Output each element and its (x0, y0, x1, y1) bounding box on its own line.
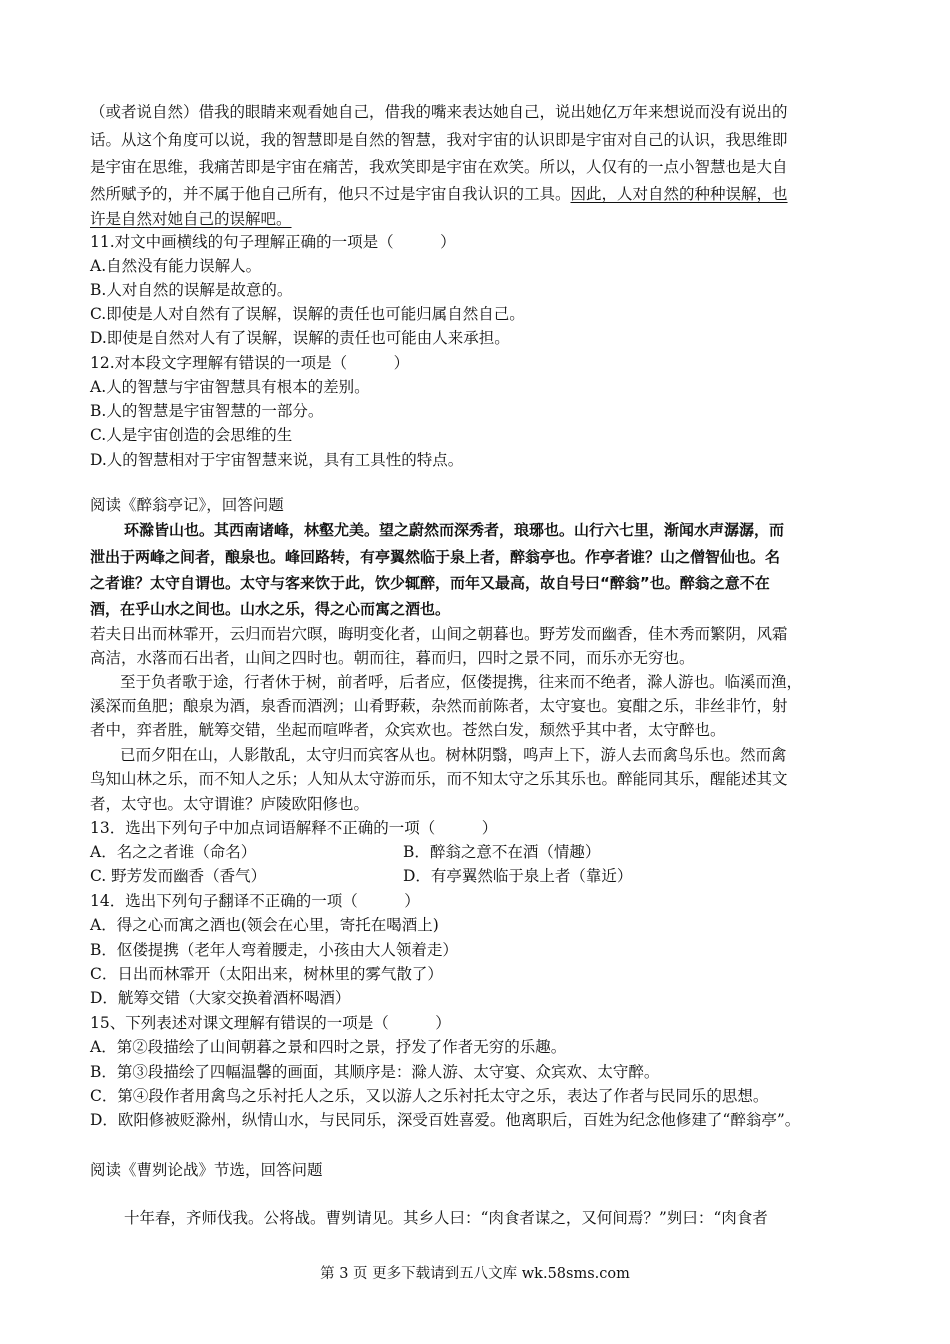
q11-option-d: D.即使是自然对人有了误解，误解的责任也可能由人来承担。 (90, 329, 510, 347)
q13-row-2 (90, 864, 870, 888)
q12-option-d: D.人的智慧相对于宇宙智慧来说，具有工具性的特点。 (90, 451, 464, 469)
q12-stem: 12.对本段文字理解有错误的一项是（ ） (90, 354, 410, 372)
zuiweng-p4-line-2: 鸟知山林之乐，而不知人之乐；人知从太守游而乐，而不知太守之乐其乐也。醉能同其乐，醒能述其文 (90, 770, 788, 788)
zuiweng-p2-line-1: 若夫日出而林霏开，云归而岩穴暝，晦明变化者，山间之朝暮也。野芳发而幽香，佳木秀而繁阴，风霜 (90, 625, 788, 643)
passage1-line-4-plain: 然所赋予的，并不属于他自己所有，他只不过是宇宙自我认识的工具。 (90, 185, 571, 203)
q15-option-c: C．第④段作者用禽鸟之乐衬托人之乐，又以游人之乐衬托太守之乐，表达了作者与民同乐的思想。 (90, 1087, 769, 1105)
q14-option-d: D．觥筹交错（大家交换着酒杯喝酒） (90, 989, 351, 1007)
passage1-line-2: 话。从这个角度可以说，我的智慧即是自然的智慧，我对宇宙的认识即是宇宙对自己的认识，我思维即 (90, 131, 788, 149)
section-heading-caogui: 阅读《曹刿论战》节选，回答问题 (90, 1161, 323, 1179)
q11-stem: 11.对文中画横线的句子理解正确的一项是（ ） (90, 233, 456, 251)
q14-option-c: C．日出而林霏开（太阳出来，树林里的雾气散了） (90, 965, 443, 983)
passage1-line-5 (90, 207, 870, 231)
q14-option-b: B．伛偻提携（老年人弯着腰走，小孩由大人领着走） (90, 941, 458, 959)
zuiweng-p4-line-3: 者，太守也。太守谓谁？庐陵欧阳修也。 (90, 795, 370, 813)
page-footer: 第 3 页 更多下载请到五八文库 wk.58sms.com (320, 1266, 630, 1282)
q13-option-b: B．醉翁之意不在酒（情趣） (403, 843, 601, 861)
zuiweng-p1-line-4: 酒，在乎山水之间也。山水之乐，得之心而寓之酒也。 (90, 600, 451, 618)
underlined-sentence-part1: 因此，人对自然的种种误解，也 (570, 185, 788, 203)
zuiweng-p2-line-2: 高洁，水落而石出者，山间之四时也。朝而往，暮而归，四时之景不同，而乐亦无穷也。 (90, 649, 695, 667)
zuiweng-p3-line-1: 至于负者歌于途，行者休于树，前者呼，后者应，伛偻提携，往来而不绝者，滁人游也。临溪而渔， (120, 673, 803, 691)
section-heading-zuiweng: 阅读《醉翁亭记》，回答问题 (90, 496, 284, 514)
zuiweng-p1-line-1: 环滁皆山也。其西南诸峰，林壑尤美。望之蔚然而深秀者，琅琊也。山行六七里，渐闻水声潺潺，而 (124, 521, 785, 539)
q11-option-b: B.人对自然的误解是故意的。 (90, 281, 293, 299)
zuiweng-p1-line-2: 泄出于两峰之间者，酿泉也。峰回路转，有亭翼然临于泉上者，醉翁亭也。作亭者谁？山之僧智仙也。名 (90, 548, 781, 566)
zuiweng-p4-line-1: 已而夕阳在山，人影散乱，太守归而宾客从也。树林阴翳，鸣声上下，游人去而禽鸟乐也。然而禽 (120, 746, 787, 764)
zuiweng-p1-line-3: 之者谁？太守自谓也。太守与客来饮于此，饮少辄醉，而年又最高，故自号曰“醉翁”也。醉翁之意不在 (90, 574, 770, 592)
q15-option-a: A．第②段描绘了山间朝暮之景和四时之景，抒发了作者无穷的乐趣。 (90, 1038, 567, 1056)
q11-option-a: A.自然没有能力误解人。 (90, 257, 262, 275)
q15-option-b: B．第③段描绘了四幅温馨的画面，其顺序是：滁人游、太守宴、众宾欢、太守醉。 (90, 1063, 660, 1081)
q13-stem: 13．选出下列句子中加点词语解释不正确的一项（ ） (90, 819, 498, 837)
caogui-line-1: 十年春，齐师伐我。公将战。曹刿请见。其乡人曰：“肉食者谋之，又何间焉？”刿曰：“肉食者 (124, 1209, 768, 1227)
zuiweng-p3-line-3: 者中，弈者胜，觥筹交错，坐起而喧哗者，众宾欢也。苍然白发，颓然乎其中者，太守醉也。 (90, 721, 726, 739)
passage1-line-3: 是宇宙在思维，我痛苦即是宇宙在痛苦，我欢笑即是宇宙在欢笑。所以，人仅有的一点小智慧也是大自 (90, 158, 788, 176)
q12-option-a: A.人的智慧与宇宙智慧具有根本的差别。 (90, 378, 370, 396)
passage1-line-1: （或者说自然）借我的眼睛来观看她自己，借我的嘴来表达她自己，说出她亿万年来想说而没有说出的 (90, 103, 788, 121)
q14-stem: 14．选出下列句子翻译不正确的一项（ ） (90, 892, 420, 910)
q12-option-c: C.人是宇宙创造的会思维的生 (90, 426, 293, 444)
q13-row-1 (90, 840, 870, 864)
q15-option-d: D．欧阳修被贬滁州，纵情山水，与民同乐，深受百姓喜爱。他离职后，百姓为纪念他修建了“醉翁亭”。 (90, 1111, 801, 1129)
zuiweng-p3-line-2: 溪深而鱼肥；酿泉为酒，泉香而酒洌；山肴野蔌，杂然而前陈者，太守宴也。宴酣之乐，非丝非竹，射 (90, 697, 788, 715)
q13-option-c: C. 野芳发而幽香（香气） (90, 867, 267, 885)
q15-stem: 15、下列表述对课文理解有错误的一项是（ ） (90, 1014, 451, 1032)
q11-option-c: C.即使是人对自然有了误解，误解的责任也可能归属自然自己。 (90, 305, 525, 323)
q13-option-d: D．有亭翼然临于泉上者（靠近） (403, 867, 633, 885)
passage1-line-4 (90, 182, 870, 206)
q14-option-a: A．得之心而寓之酒也(领会在心里，寄托在喝酒上) (90, 916, 439, 934)
q13-option-a: A．名之之者谁（命名） (90, 843, 257, 861)
q12-option-b: B.人的智慧是宇宙智慧的一部分。 (90, 402, 324, 420)
underlined-sentence-part2: 许是自然对她自己的误解吧。 (90, 210, 292, 228)
